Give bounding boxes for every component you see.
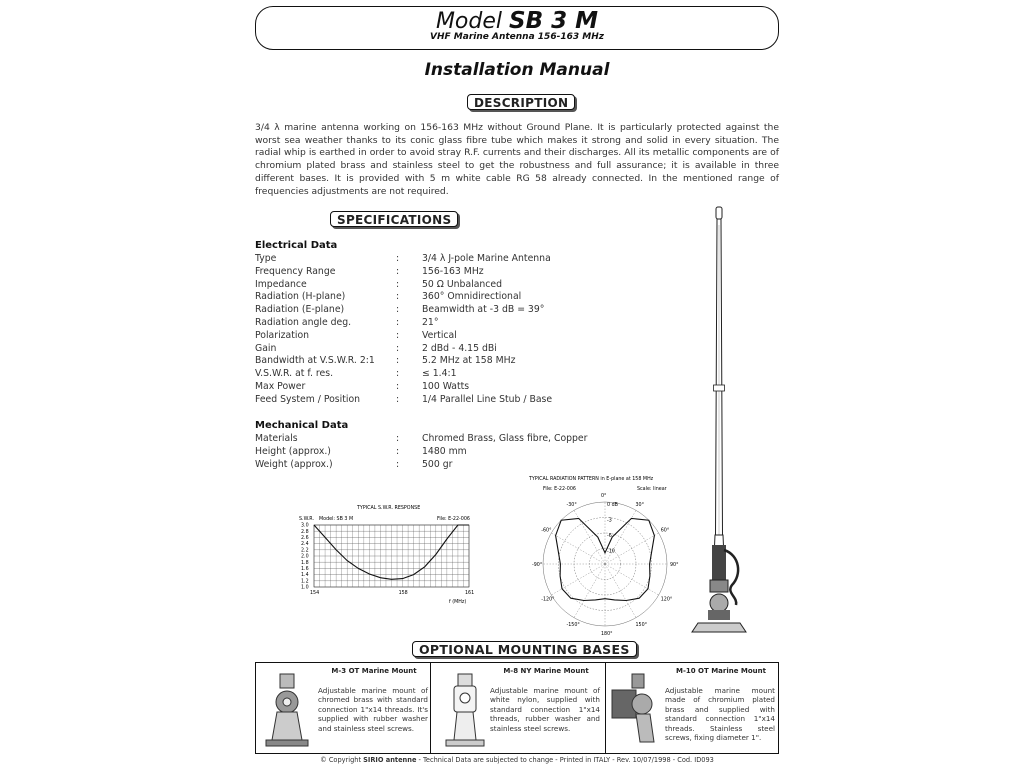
- electrical-spec-separator: :: [396, 355, 400, 367]
- swr-ytick-label: 2.6: [301, 536, 309, 541]
- electrical-spec-separator: :: [396, 291, 400, 303]
- model-subtitle: VHF Marine Antenna 156-163 MHz: [430, 32, 604, 42]
- polar-angle-label: 120°: [660, 597, 673, 603]
- polar-ring-label: -10: [607, 549, 615, 555]
- polar-ring-label: 0 dB: [607, 503, 618, 508]
- electrical-spec-separator: :: [396, 265, 400, 277]
- mechanical-spec-key: Height (approx.): [255, 445, 331, 457]
- polar-spoke: [605, 564, 659, 595]
- swr-ytick-label: 1.0: [301, 585, 309, 591]
- electrical-spec-key: Feed System / Position: [255, 393, 361, 405]
- electrical-spec-key: Impedance: [255, 278, 307, 290]
- polar-angle-label: -120°: [541, 597, 555, 603]
- radiation-pattern-chart: [525, 472, 685, 637]
- electrical-spec-separator: :: [396, 317, 400, 328]
- polar-angle-label: 90°: [670, 563, 679, 568]
- electrical-spec-separator: :: [396, 368, 400, 380]
- swr-ytick-label: 1.8: [301, 560, 309, 566]
- description-text: 3/4 λ marine antenna working on 156-163 MHz without Ground Plane. It is particularly protected against the worst sea weather thanks to its conic glass fibre tube which makes it strong and solid in every situation. The radial whip is earthed in order to avoid stray R.F. currents and their discharges. All its metallic components are of chromium plated brass and stainless steel to get the robustness and full assurance; it is available in three different bases. It is provided with 5 m white cable RG 58 already connected. In the mentioned range of frequencies adjustments are not required.: [255, 122, 779, 197]
- polar-angle-label: -90°: [532, 563, 543, 568]
- mount-1-image: [262, 672, 312, 752]
- electrical-spec-key: Bandwidth at V.S.W.R. 2:1: [255, 355, 375, 367]
- swr-chart-title: TYPICAL S.W.R. RESPONSE: [357, 506, 421, 511]
- manual-title: Installation Manual: [424, 60, 610, 80]
- electrical-spec-separator: :: [396, 342, 400, 354]
- mechanical-spec-separator: :: [396, 445, 400, 457]
- swr-ytick-label: 2.2: [301, 548, 309, 554]
- mount-2-title: M-8 NY Marine Mount: [503, 667, 589, 675]
- polar-angle-label: 30°: [635, 503, 645, 509]
- mount-1-title: M-3 OT Marine Mount: [331, 667, 417, 675]
- electrical-spec-key: Polarization: [255, 329, 310, 341]
- mount-3-description: Adjustable marine mount made of chromium plated brass and supplied with standard connection 1"x14 threads. Stainless steel screws, fixing diameter 1".: [665, 686, 775, 743]
- electrical-spec-value: 21°: [422, 317, 439, 328]
- mount-3-image: [610, 672, 662, 752]
- mechanical-spec-separator: :: [396, 433, 400, 444]
- mechanical-spec-key: Weight (approx.): [255, 458, 333, 470]
- swr-ytick-label: 2.0: [301, 554, 309, 560]
- mount-divider-2: [605, 662, 606, 754]
- antenna-illustration: [680, 205, 770, 645]
- swr-chart-file-label: File: E-22-006: [437, 517, 470, 522]
- mechanical-spec-value: Chromed Brass, Glass fibre, Copper: [422, 433, 588, 444]
- swr-response-chart: [297, 500, 482, 605]
- electrical-spec-value: Vertical: [422, 329, 457, 341]
- electrical-spec-value: ≤ 1.4:1: [422, 368, 457, 380]
- model-title: [255, 8, 779, 34]
- electrical-spec-key: Type: [255, 253, 277, 264]
- swr-ytick-label: 2.8: [301, 529, 309, 535]
- swr-ytick-label: 2.4: [301, 542, 309, 548]
- electrical-data-title: Electrical Data: [255, 240, 338, 251]
- swr-chart-ylabel: S.W.R.: [299, 517, 314, 522]
- polar-chart-file-label: File: E-22-006: [543, 487, 576, 492]
- electrical-spec-key: Gain: [255, 342, 277, 354]
- polar-angle-label: 0°: [601, 494, 607, 499]
- polar-spoke: [574, 564, 605, 618]
- polar-chart-scale-label: Scale: linear: [637, 487, 667, 492]
- electrical-spec-value: 3/4 λ J-pole Marine Antenna: [422, 253, 551, 264]
- electrical-spec-value: 360° Omnidirectional: [422, 291, 522, 303]
- polar-angle-label: 180°: [601, 632, 613, 637]
- electrical-spec-value: 50 Ω Unbalanced: [422, 278, 503, 290]
- polar-angle-label: -30°: [566, 503, 577, 509]
- electrical-spec-key: V.S.W.R. at f. res.: [255, 368, 334, 380]
- mount-2-image: [440, 672, 490, 752]
- swr-ytick-label: 1.4: [301, 573, 309, 579]
- electrical-spec-value: 5.2 MHz at 158 MHz: [422, 355, 516, 367]
- electrical-spec-key: Radiation (H-plane): [255, 291, 346, 303]
- electrical-spec-key: Frequency Range: [255, 265, 336, 277]
- electrical-spec-separator: :: [396, 329, 400, 341]
- electrical-spec-separator: :: [396, 278, 400, 290]
- electrical-spec-key: Radiation angle deg.: [255, 317, 352, 328]
- electrical-spec-value: 2 dBd - 4.15 dBi: [422, 342, 497, 354]
- swr-chart-xlabel: f (MHz): [449, 600, 467, 605]
- swr-ytick-label: 1.2: [301, 579, 309, 585]
- mechanical-spec-value: 1480 mm: [422, 445, 467, 457]
- electrical-spec-separator: :: [396, 393, 400, 405]
- footer-prefix: © Copyright: [320, 756, 364, 764]
- electrical-spec-key: Max Power: [255, 381, 306, 392]
- electrical-spec-value: 1/4 Parallel Line Stub / Base: [422, 393, 553, 405]
- mounting-heading: OPTIONAL MOUNTING BASES: [412, 641, 637, 657]
- footer-copyright: [255, 756, 779, 764]
- polar-spoke: [605, 564, 636, 618]
- polar-angle-label: 60°: [660, 528, 670, 534]
- electrical-spec-separator: :: [396, 381, 400, 392]
- electrical-spec-value: Beamwidth at -3 dB = 39°: [422, 304, 545, 316]
- mechanical-spec-key: Materials: [255, 433, 298, 444]
- model-prefix: Model: [435, 9, 503, 34]
- mount-divider-1: [430, 662, 431, 754]
- mount-3-title: M-10 OT Marine Mount: [675, 667, 766, 675]
- electrical-spec-key: Radiation (E-plane): [255, 304, 345, 316]
- polar-chart-title: TYPICAL RADIATION PATTERN in E-plane at 158 MHz: [529, 477, 654, 482]
- mount-1-description: Adjustable marine mount of chromed brass with standard connection 1"x14 threads. It's supplied with rubber washer and stainless steel screws.: [318, 686, 428, 733]
- electrical-spec-separator: :: [396, 253, 400, 264]
- swr-ytick-label: 3.0: [301, 523, 309, 529]
- model-name: SB 3 M: [509, 8, 599, 34]
- polar-angle-label: -60°: [541, 528, 552, 534]
- mechanical-spec-separator: :: [396, 458, 400, 470]
- mechanical-spec-value: 500 gr: [422, 458, 453, 470]
- description-heading: DESCRIPTION: [467, 94, 575, 110]
- polar-ring-label: -3: [607, 518, 612, 524]
- swr-ytick-label: 1.6: [301, 567, 309, 572]
- swr-chart-model-label: Model: SB 3 M: [319, 517, 354, 522]
- polar-angle-label: 150°: [635, 622, 648, 628]
- mechanical-data-title: Mechanical Data: [255, 420, 349, 431]
- electrical-spec-value: 156-163 MHz: [422, 265, 484, 277]
- mount-2-description: Adjustable marine mount of white nylon, supplied with standard connection 1"x14 threads, rubber washer and stainless steel screws.: [490, 686, 600, 733]
- swr-xtick-label: 158: [398, 591, 408, 596]
- footer-brand: SIRIO antenne: [363, 756, 417, 764]
- polar-angle-label: -150°: [566, 622, 580, 628]
- polar-spoke: [551, 564, 605, 595]
- polar-ring-label: -6: [607, 534, 612, 539]
- electrical-spec-value: 100 Watts: [422, 381, 470, 392]
- footer-suffix: - Technical Data are subjected to change - Printed in ITALY - Rev. 10/07/1998 - Cod. ID093: [416, 756, 714, 764]
- swr-xtick-label: 161: [465, 591, 475, 596]
- specifications-heading: SPECIFICATIONS: [330, 211, 458, 227]
- swr-xtick-label: 154: [310, 591, 320, 596]
- electrical-spec-separator: :: [396, 304, 400, 316]
